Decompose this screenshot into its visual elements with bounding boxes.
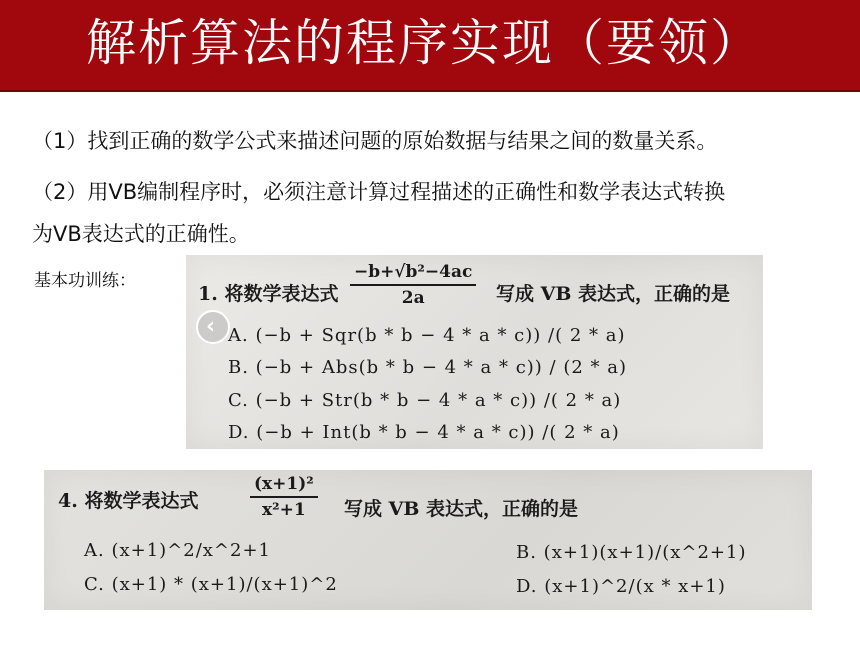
question-1-denominator: 2a <box>401 288 425 308</box>
question-1-fraction <box>350 262 476 308</box>
point-2: （2）用VB编制程序时，必须注意计算过程描述的正确性和数学表达式转换 <box>32 180 726 204</box>
question-1-option-d: D. (−b + Int(b * b − 4 * a * c)) /( 2 * a) <box>228 422 620 443</box>
question-4-option-a: A. (x+1)^2/x^2+1 <box>84 540 271 561</box>
previous-slide-icon[interactable]: ‹ <box>196 310 230 344</box>
question-4-suffix: 写成 VB 表达式，正确的是 <box>344 498 579 520</box>
question-1-prefix: 1. 将数学表达式 <box>198 283 339 305</box>
practice-label: 基本功训练： <box>34 271 136 291</box>
question-1-option-b: B. (−b + Abs(b * b − 4 * a * c)) / (2 * a) <box>228 357 627 378</box>
slide-title: 解析算法的程序实现（要领） <box>86 14 762 72</box>
question-1-option-a: A. (−b + Sqr(b * b − 4 * a * c)) /( 2 * a) <box>228 325 626 346</box>
question-4-photo <box>44 470 812 610</box>
question-4-prefix: 4. 将数学表达式 <box>58 490 199 512</box>
question-4-option-b: B. (x+1)(x+1)/(x^2+1) <box>516 542 747 563</box>
point-2-continued: 为VB表达式的正确性。 <box>32 222 250 246</box>
question-4-option-c: C. (x+1) * (x+1)/(x+1)^2 <box>84 574 338 595</box>
question-1-photo <box>186 255 763 449</box>
question-4-fraction <box>250 474 318 520</box>
question-4-numerator: (x+1)² <box>250 474 318 498</box>
question-1-option-c: C. (−b + Str(b * b − 4 * a * c)) /( 2 * a) <box>228 390 622 411</box>
question-1-suffix: 写成 VB 表达式，正确的是 <box>496 283 731 305</box>
title-bar <box>0 0 860 92</box>
question-1-numerator: −b+√b²−4ac <box>350 262 476 286</box>
point-1: （1）找到正确的数学公式来描述问题的原始数据与结果之间的数量关系。 <box>32 129 718 153</box>
question-4-option-d: D. (x+1)^2/(x * x+1) <box>516 576 726 597</box>
question-4-denominator: x²+1 <box>262 500 306 520</box>
